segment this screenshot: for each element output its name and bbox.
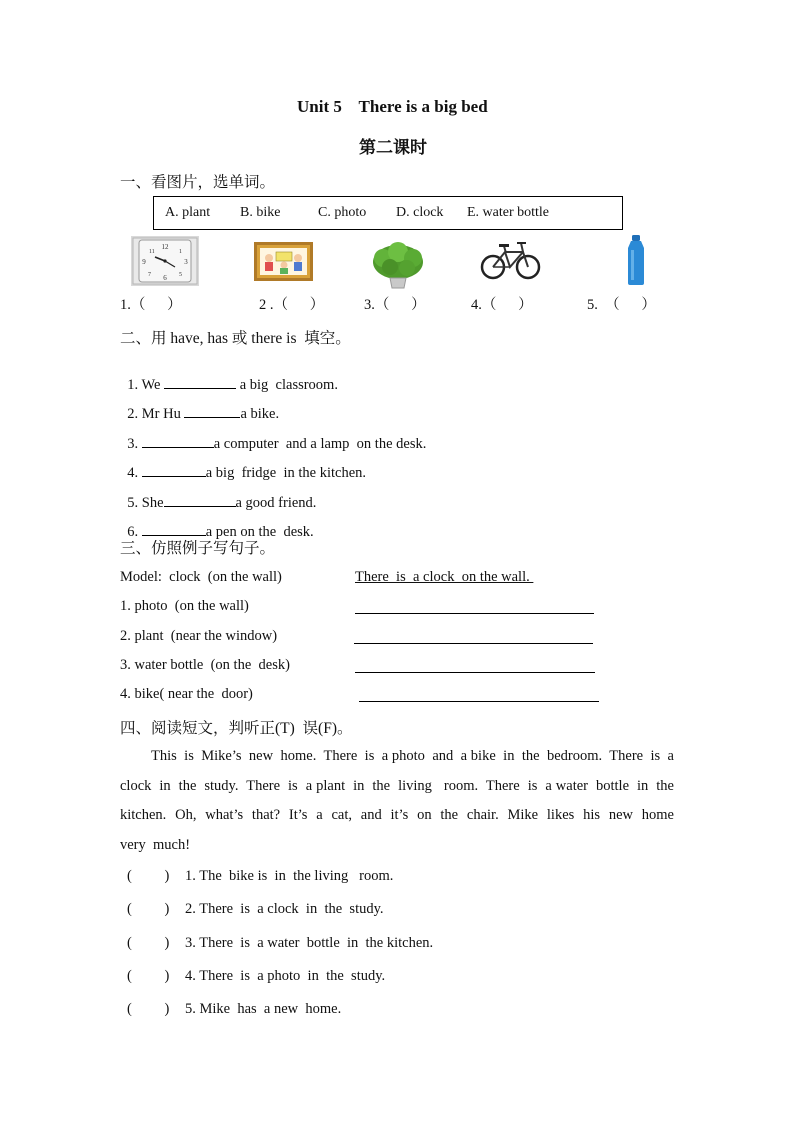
svg-text:3: 3 [184,258,188,266]
word-option-c: C. photo [318,205,367,220]
answer-blank-1[interactable]: 1.（ ） [120,297,182,313]
model-prompt: Model: clock (on the wall) [120,569,282,585]
answer-blank-3[interactable]: 3.（ ） [364,297,426,313]
fill-item-prefix: 6. [127,524,142,540]
word-option-b: B. bike [240,205,281,220]
svg-text:11: 11 [149,249,155,255]
fill-blank[interactable] [184,405,240,418]
fill-item-prefix: 1. We [127,377,165,393]
answer-blank-5[interactable]: 5. （ ） [587,297,656,313]
rewrite-item-1: 1. photo (on the wall) [120,598,249,614]
rewrite-answer-line-2[interactable] [354,643,593,644]
tf-statement-1: 1. The bike is in the living room. [185,868,394,884]
section-heading-3: 三、仿照例子写句子。 [120,540,276,557]
word-option-e: E. water bottle [467,205,550,220]
svg-text:6: 6 [163,274,167,282]
svg-text:5: 5 [179,272,182,278]
svg-text:9: 9 [142,258,146,266]
word-option-a: A. plant [165,205,211,220]
tf-bracket-2[interactable]: ( ) [127,901,170,917]
photo-picture [254,242,313,281]
passage-text: This is Mike’s new home. There is a photo and a bike in the bedroom. There is a clock in the study. There is a plant in the living room. There is a water bottle in the kitchen. Oh, what’s that? It’s a cat, and it’s on the chair. Mike likes his new home very much! [120,748,682,853]
section-heading-2: 二、用 have, has 或 there is 填空。 [120,330,351,347]
model-answer: There is a clock on the wall. [355,569,534,585]
rewrite-answer-line-1[interactable] [355,613,594,614]
word-bank-box [153,196,623,230]
tf-statement-2: 2. There is a clock in the study. [185,901,384,917]
fill-item-suffix: a pen on the desk. [205,524,314,540]
answer-blank-2[interactable]: 2 .（ ） [259,297,325,313]
svg-text:12: 12 [161,243,169,251]
section-heading-4: 四、阅读短文，判听正(T) 误(F)。 [120,720,353,737]
rewrite-answer-line-3[interactable] [355,672,595,673]
fill-item-suffix: a good friend. [235,495,317,511]
svg-text:1: 1 [179,249,182,255]
word-option-d: D. clock [396,205,444,220]
tf-statement-5: 5. Mike has a new home. [185,1001,342,1017]
tf-bracket-3[interactable]: ( ) [127,935,170,951]
page-subtitle: 第二课时 [359,138,427,157]
section-heading-1: 一、看图片，选单词。 [120,174,276,191]
rewrite-answer-line-4[interactable] [359,701,599,702]
fill-item-prefix: 3. [127,436,142,452]
reading-passage [120,742,682,860]
tf-bracket-5[interactable]: ( ) [127,1001,170,1017]
fill-item-suffix: a computer and a lamp on the desk. [213,436,427,452]
fill-blank[interactable] [142,464,206,477]
page-title: Unit 5 There is a big bed [297,97,488,116]
svg-text:7: 7 [148,272,151,278]
fill-item-prefix: 2. Mr Hu [127,406,185,422]
fill-blank[interactable] [142,523,206,536]
clock-picture [131,236,199,286]
answer-blank-4[interactable]: 4.（ ） [471,297,533,313]
fill-item-suffix: a big classroom. [236,377,338,393]
rewrite-item-2: 2. plant (near the window) [120,628,278,644]
tf-bracket-1[interactable]: ( ) [127,868,170,884]
rewrite-item-4: 4. bike( near the door) [120,686,253,702]
rewrite-item-3: 3. water bottle (on the desk) [120,657,290,673]
fill-item-suffix: a big fridge in the kitchen. [205,465,367,481]
plant-picture [371,240,425,290]
water-bottle-picture [624,234,648,286]
tf-statement-3: 3. There is a water bottle in the kitchen. [185,935,434,951]
tf-statement-4: 4. There is a photo in the study. [185,968,386,984]
tf-bracket-4[interactable]: ( ) [127,968,170,984]
fill-item-suffix: a bike. [240,406,280,422]
fill-item-prefix: 5. She [127,495,164,511]
bike-picture [479,236,543,284]
fill-item-prefix: 4. [127,465,142,481]
